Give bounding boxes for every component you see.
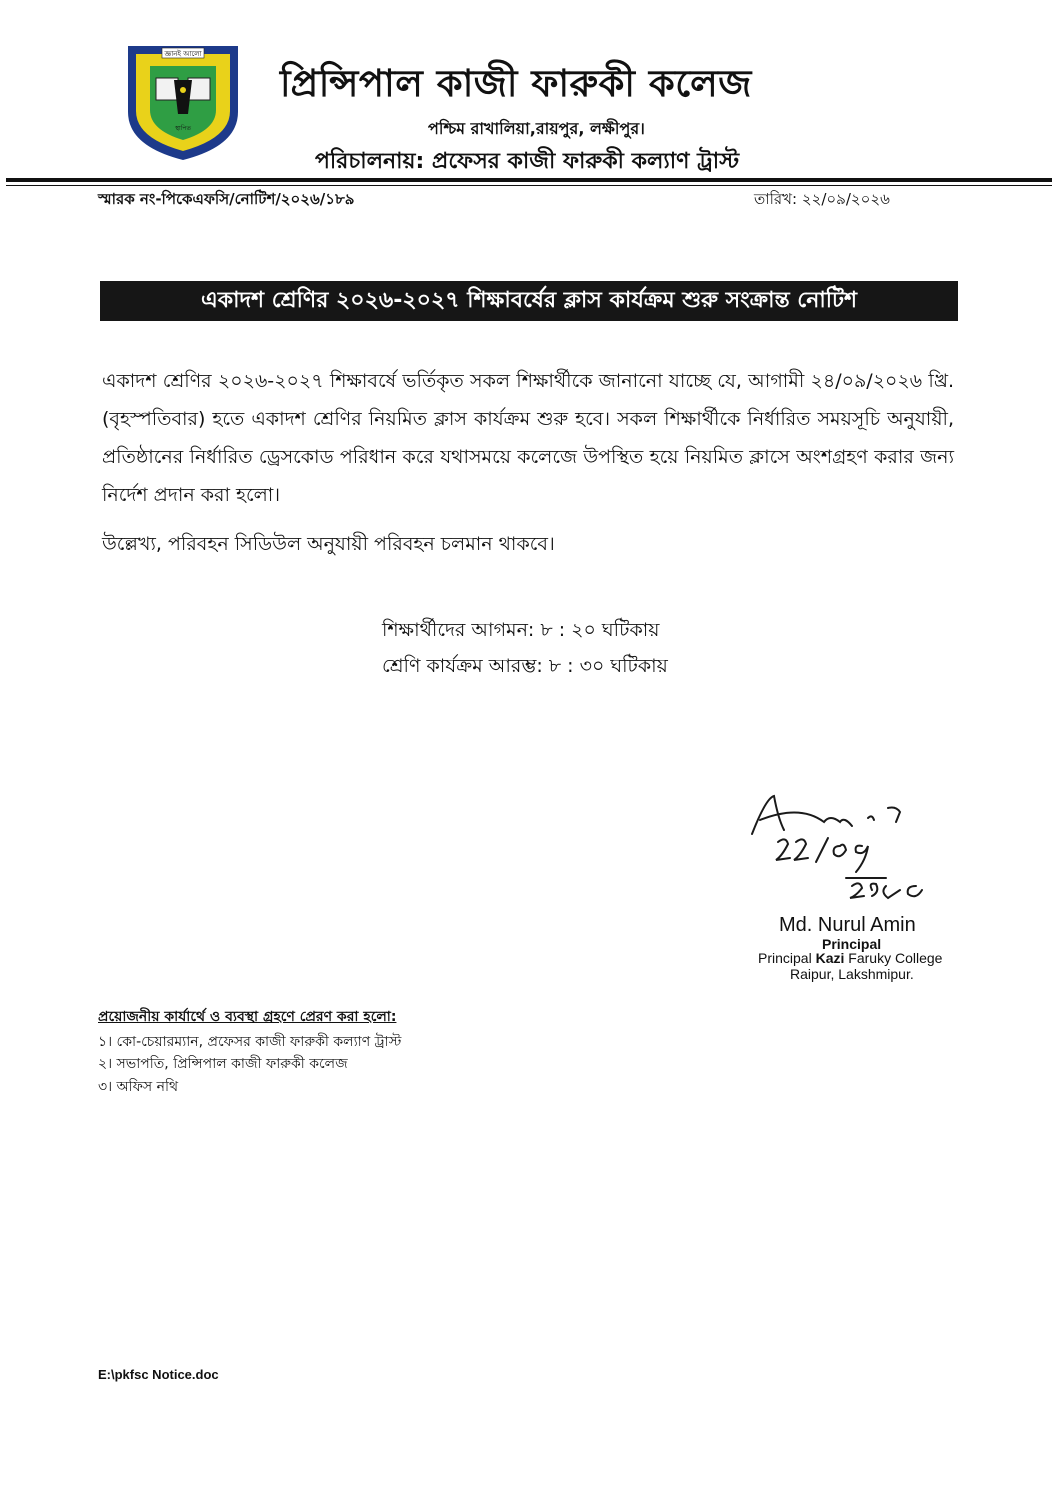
handwritten-signature — [740, 786, 960, 916]
copy-recipient: ১। কো-চেয়ারম্যান, প্রফেসর কাজী ফারুকী কল্যাণ ট্রাস্ট — [98, 1034, 402, 1050]
college-name: প্রিন্সিপাল কাজী ফারুকী কলেজ — [280, 62, 752, 105]
notice-title-bar — [100, 281, 958, 321]
college-logo — [118, 34, 248, 164]
logo-top-text: জ্ঞানই আলো — [164, 50, 202, 58]
memo-number: স্মারক নং-পিকেএফসি/নোটিশ/২০২৬/১৮৯ — [98, 190, 355, 208]
header-divider — [6, 178, 1052, 182]
sig-college-suffix: Faruky College — [848, 950, 943, 966]
copy-recipient: ৩। অফিস নথি — [98, 1079, 179, 1095]
copy-recipient: ২। সভাপতি, প্রিন্সিপাল কাজী ফারুকী কলেজ — [98, 1056, 348, 1072]
sig-college-prefix: Principal — [758, 950, 812, 966]
signatory-college — [758, 950, 942, 966]
college-address: পশ্চিম রাখালিয়া,রায়পুর, লক্ষীপুর। — [428, 119, 645, 138]
signatory-name: Md. Nurul Amin — [779, 914, 916, 936]
header-divider-thin — [6, 185, 1052, 186]
transport-note: উল্লেখ্য, পরিবহন সিডিউল অনুযায়ী পরিবহন চলমান থাকবে। — [102, 533, 555, 555]
logo-bottom-text: স্থাপিত — [174, 125, 192, 132]
trust-line: পরিচালনায়: প্রফেসর কাজী ফারুকী কল্যাণ ট্রাস্ট — [315, 149, 740, 174]
sig-college-bold: Kazi — [815, 950, 845, 966]
file-path: E:\pkfsc Notice.doc — [98, 1367, 219, 1382]
signatory-place: Raipur, Lakshmipur. — [790, 966, 914, 982]
schedule-class-start: শ্রেণি কার্যক্রম আরম্ভ: ৮ : ৩০ ঘটিকায় — [382, 655, 668, 677]
copies-heading: প্রয়োজনীয় কার্যার্থে ও ব্যবস্থা গ্রহণে প্রেরণ করা হলো: — [98, 1009, 397, 1025]
schedule-arrival: শিক্ষার্থীদের আগমন: ৮ : ২০ ঘটিকায় — [382, 619, 660, 641]
notice-body: একাদশ শ্রেণির ২০২৬-২০২৭ শিক্ষাবর্ষে ভর্তিকৃত সকল শিক্ষার্থীকে জানানো যাচ্ছে যে, আগামী ২৪/০৯/২০২৬ খ্রি. (বৃহস্পতিবার) হতে একাদশ শ্রেণির নিয়মিত ক্লাস কার্যক্রম শুরু হবে। সকল শিক্ষার্থীকে নির্ধারিত সময়সূচি অনুযায়ী, প্রতিষ্ঠানের নির্ধারিত ড্রেসকোড পরিধান করে যথাসময়ে কলেজে উপস্থিত হয়ে নিয়মিত ক্লাসে অংশগ্রহণ করার জন্য নির্দেশ প্রদান করা হলো। — [102, 370, 954, 506]
notice-title: একাদশ শ্রেণির ২০২৬-২০২৭ শিক্ষাবর্ষের ক্লাস কার্যক্রম শুরু সংক্রান্ত নোটিশ — [200, 287, 858, 313]
memo-date: তারিখ: ২২/০৯/২০২৬ — [754, 190, 890, 208]
signatory-title: Principal — [822, 936, 882, 952]
